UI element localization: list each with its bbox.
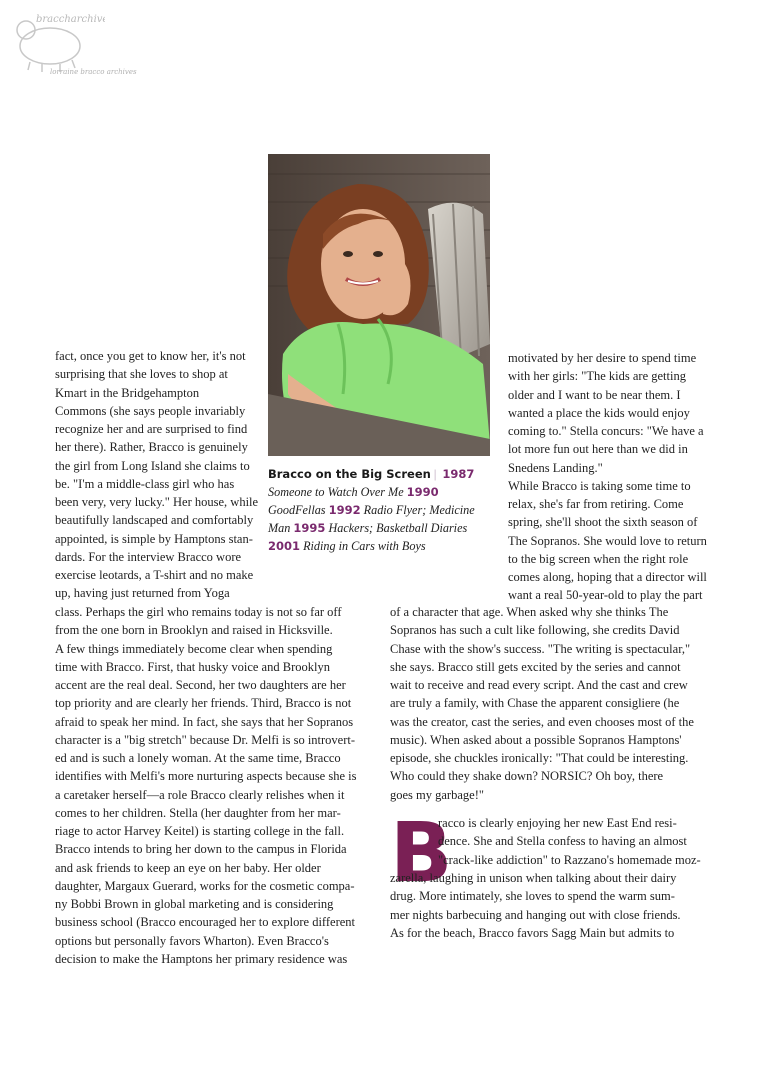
text-line: music). When asked about a possible Sopranos Hamptons': [390, 732, 682, 747]
text-line: a caretaker herself—a role Bracco clearly relishes when it: [55, 787, 345, 802]
caption-year: 1987: [442, 467, 475, 481]
text-line: racco is clearly enjoying her new East End resi-: [438, 816, 677, 830]
text-line: beautifully landscaped and comfortably: [55, 513, 254, 528]
watermark-tagline: lorraine bracco archives: [50, 68, 137, 76]
caption-film: Radio Flyer; Medicine Man: [268, 503, 475, 535]
text-line: with her girls: "The kids are getting: [508, 369, 686, 384]
text-line: appointed, is simple by Hamptons stan-: [55, 531, 253, 546]
caption-year: 2001: [268, 539, 301, 553]
text-line: identifies with Melfi's more nurturing aspects because she is: [55, 769, 357, 784]
filmography-caption: Bracco on the Big Screen | 1987 Someone to Watch Over Me 1990 GoodFellas 1992 Radio Flyer; Medicine Man 1995 Hackers; Basketball Diaries 2001 Riding in Cars with Boys: [268, 467, 475, 553]
right-column-bottom: [390, 869, 730, 942]
text-line: dence. She and Stella confess to having an almost: [438, 834, 687, 849]
text-line: spring, she'll shoot the sixth season of: [508, 515, 698, 530]
text-line: ny Bobbi Brown in global marketing and is considering: [55, 897, 334, 911]
text-line: afraid to speak her mind. In fact, she says that her Sopranos: [55, 714, 354, 729]
text-line: fact, once you get to know her, it's not: [55, 349, 246, 363]
text-line: the girl from Long Island she claims to: [55, 458, 250, 473]
portrait-photo: [268, 154, 490, 456]
text-line: drug. More intimately, she loves to spend the warm sum-: [390, 889, 675, 904]
text-line: goes my garbage!": [390, 787, 484, 802]
caption-heading: Bracco on the Big Screen: [268, 467, 431, 481]
text-line: Commons (she says people invariably: [55, 403, 246, 418]
watermark-logo: [10, 8, 137, 78]
left-column-top: [55, 347, 265, 603]
text-line: "crack-like addiction" to Razzano's homemade moz-: [438, 852, 701, 867]
text-line: dards. For the interview Bracco wore: [55, 549, 242, 564]
watermark-site: braccharchive: [36, 14, 105, 25]
text-line: lot more fun out here than we did in: [508, 442, 688, 457]
text-line: Who could they shake down? NORSIC? Oh boy, there: [390, 769, 664, 784]
text-line: mer nights barbecuing and hanging out with close friends.: [390, 907, 681, 922]
text-line: A few things immediately become clear when spending: [55, 641, 333, 656]
text-line: was the creator, cast the series, and even chooses most of the: [390, 714, 694, 729]
text-line: options but personally favors Wharton). Even Bracco's: [55, 933, 329, 948]
caption-film: Hackers; Basketball Diaries: [328, 521, 468, 535]
text-line: from the one born in Brooklyn and raised in Hicksville.: [55, 623, 333, 638]
text-line: riage to actor Harvey Keitel) is starting college in the fall.: [55, 824, 345, 838]
caption-year: 1990: [406, 485, 439, 499]
text-line: surprising that she loves to shop at: [55, 367, 228, 382]
text-line: be. "I'm a middle-class girl who has: [55, 476, 235, 491]
text-line: older and I want to be near them. I: [508, 387, 681, 402]
caption-year: 1992: [328, 503, 361, 517]
left-column-main: [55, 603, 375, 968]
text-line: wanted a place the kids would enjoy: [508, 405, 690, 420]
text-line: want a real 50-year-old to play the part: [508, 588, 703, 603]
caption-film: Riding in Cars with Boys: [303, 539, 426, 553]
text-line: top priority and are clearly her friends. Third, Bracco is not: [55, 696, 352, 711]
text-line: Snedens Landing.": [508, 460, 603, 475]
drop-cap: B: [390, 806, 453, 901]
text-line: been very, very lucky." Her house, while: [55, 495, 259, 509]
text-line: Bracco intends to bring her down to the campus in Florida: [55, 842, 347, 857]
text-line: episode, she chuckles ironically: "That could be interesting.: [390, 751, 689, 765]
caption-film: GoodFellas: [268, 503, 326, 517]
text-line: exercise leotards, a T-shirt and no make: [55, 568, 254, 582]
caption-film: Someone to Watch Over Me: [268, 485, 404, 499]
text-line: daughter, Margaux Guerard, works for the cosmetic compa-: [55, 878, 355, 893]
text-line: she says. Bracco still gets excited by the series and cannot: [390, 659, 681, 674]
text-line: decision to make the Hamptons her primary residence was: [55, 951, 348, 966]
text-line: of a character that age. When asked why she thinks The: [390, 605, 669, 619]
text-line: The Sopranos. She would love to return: [508, 533, 707, 548]
dropcap-paragraph: [438, 814, 738, 869]
text-line: are truly a family, with Chase the apparent consigliere (he: [390, 696, 680, 711]
text-line: character is a "big stretch" because Dr. Melfi is so introvert-: [55, 732, 356, 747]
text-line: up, having just returned from Yoga: [55, 586, 230, 601]
text-line: Kmart in the Bridgehampton: [55, 385, 200, 400]
text-line: to the big screen when the right role: [508, 551, 689, 566]
text-line: recognize her and are surprised to find: [55, 422, 248, 436]
text-line: class. Perhaps the girl who remains today is not so far off: [55, 605, 342, 619]
text-line: Chase with the show's success. "The writing is spectacular,": [390, 641, 691, 656]
right-column-top: [508, 349, 738, 605]
text-line: and ask friends to keep an eye on her baby. Her older: [55, 860, 321, 875]
text-line: relax, she's far from retiring. Come: [508, 497, 684, 511]
text-line: motivated by her desire to spend time: [508, 351, 697, 365]
text-line: comes to her children. Stella (her daughter from her mar-: [55, 805, 341, 820]
text-line: ed and is such a lonely woman. At the same time, Bracco: [55, 751, 341, 765]
text-line: accent are the real deal. Second, her two daughters are her: [55, 678, 346, 692]
text-line: While Bracco is taking some time to: [508, 478, 691, 493]
text-line: Sopranos has such a cult like following, she credits David: [390, 623, 680, 638]
text-line: zarella, laughing in unison when talking about their dairy: [390, 871, 677, 885]
caption-year: 1995: [293, 521, 326, 535]
text-line: As for the beach, Bracco favors Sagg Main but admits to: [390, 925, 675, 940]
text-line: business school (Bracco encouraged her to explore different: [55, 915, 356, 930]
text-line: wait to receive and read every script. And the cast and crew: [390, 678, 688, 692]
text-line: her there). Rather, Bracco is genuinely: [55, 440, 248, 455]
text-line: comes along, hoping that a director will: [508, 570, 707, 584]
text-line: time with Bracco. First, that husky voice and Brooklyn: [55, 659, 330, 674]
text-line: coming to." Stella concurs: "We have a: [508, 424, 704, 438]
right-column-main: [390, 603, 730, 804]
